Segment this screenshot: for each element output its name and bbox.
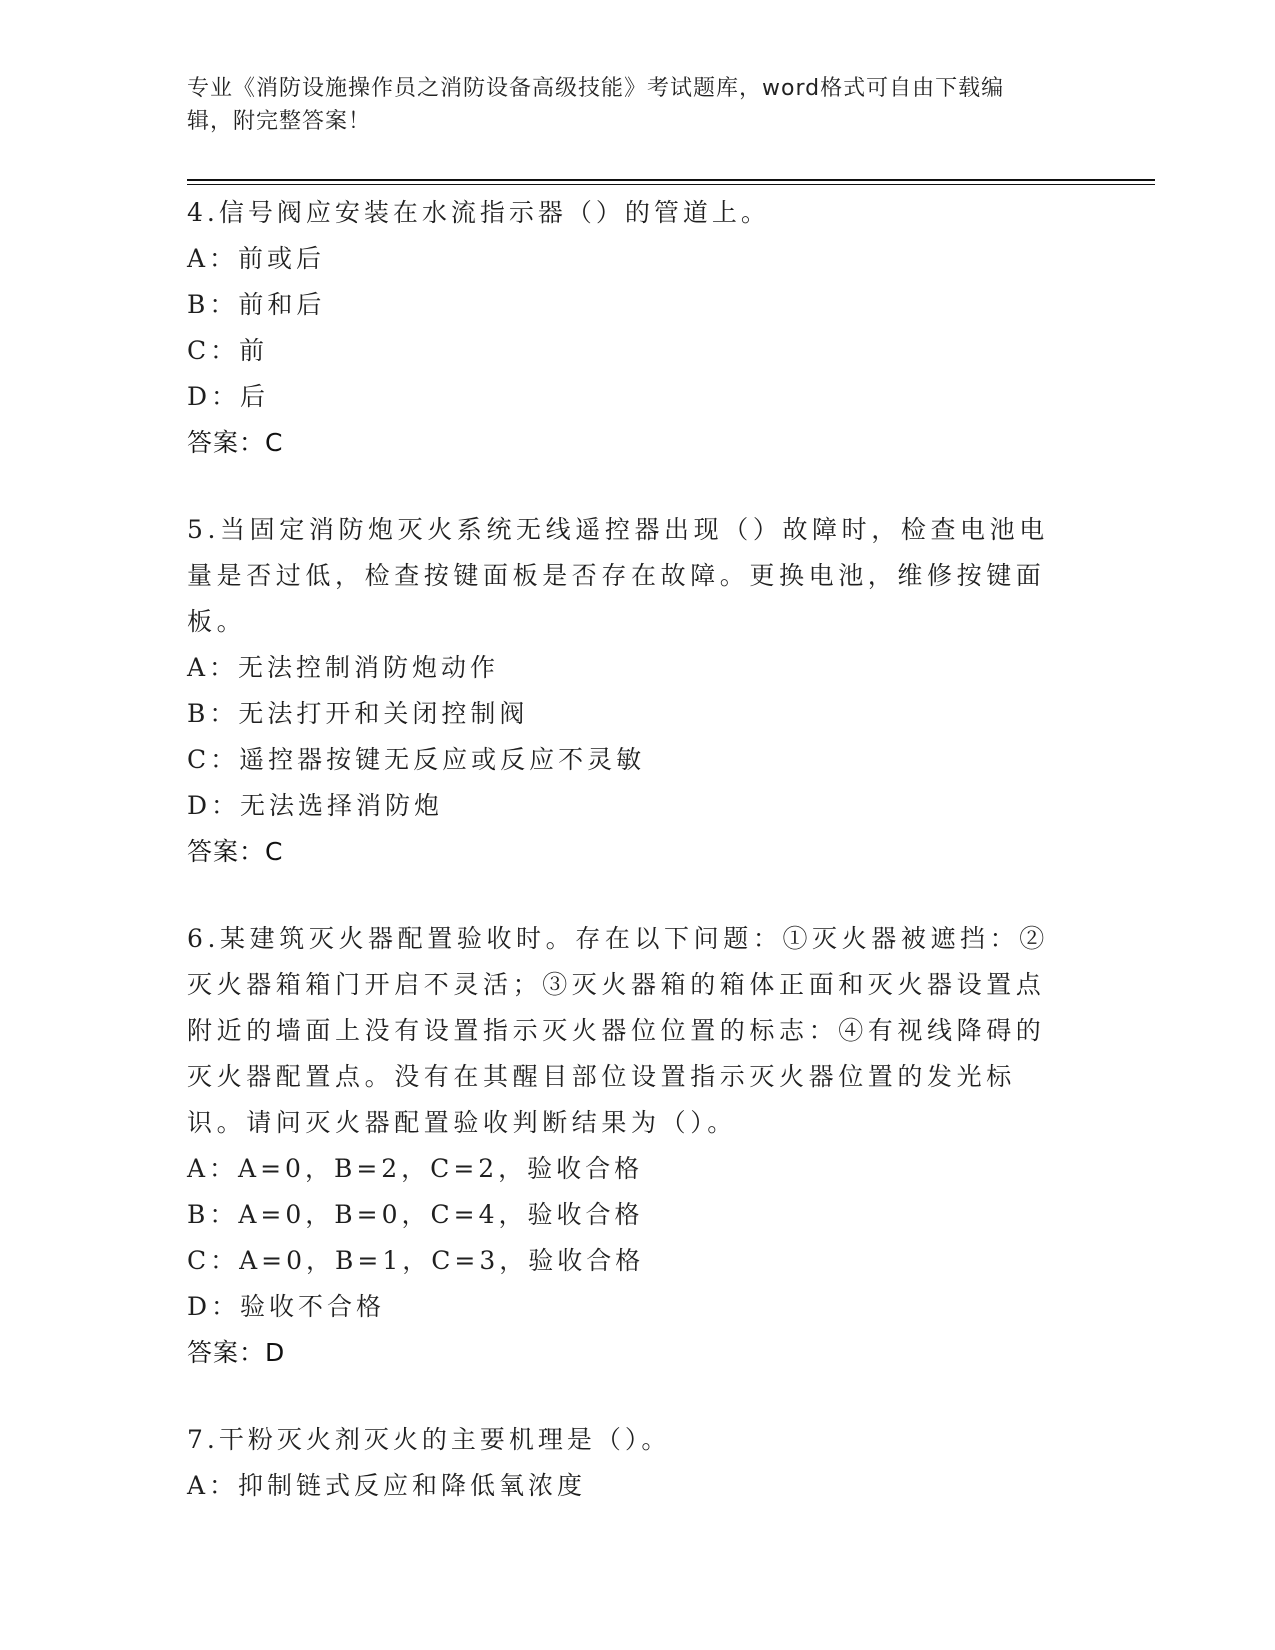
option-d: D：后: [187, 382, 270, 411]
option-c: C：遥控器按键无反应或反应不灵敏: [187, 745, 646, 774]
answer-label: 答案：C: [187, 837, 284, 866]
option-b: B：无法打开和关闭控制阀: [187, 699, 529, 728]
option-d: D：无法选择消防炮: [187, 791, 444, 820]
option-a: A：A=0，B=2，C=2，验收合格: [187, 1154, 644, 1183]
answer-label: 答案：C: [187, 428, 284, 457]
header-line-1: 专业《消防设施操作员之消防设备高级技能》考试题库，word格式可自由下载编: [187, 76, 1005, 101]
question-stem: 4.信号阀应安装在水流指示器（）的管道上。: [187, 198, 770, 227]
option-d: D：验收不合格: [187, 1292, 386, 1321]
question-6: [187, 916, 1067, 1376]
header-line-2: 辑，附完整答案！: [187, 109, 372, 134]
header-divider-thin: [187, 184, 1155, 185]
question-5: [187, 507, 1067, 875]
option-b: B：A=0，B=0，C=4，验收合格: [187, 1200, 644, 1229]
question-list: [187, 190, 1067, 1509]
document-header: [187, 72, 1067, 138]
question-stem: 7.干粉灭火剂灭火的主要机理是（）。: [187, 1425, 671, 1454]
option-c: C：前: [187, 336, 269, 365]
option-c: C：A=0，B=1，C=3，验收合格: [187, 1246, 645, 1275]
question-7: [187, 1417, 1067, 1509]
question-4: [187, 190, 1067, 466]
question-stem: 6.某建筑灭火器配置验收时。存在以下问题：①灭火器被遮挡：②灭火器箱箱门开启不灵活；③灭火器箱的箱体正面和灭火器设置点附近的墙面上没有设置指示灭火器位位置的标志：④有视线降碍的灭火器配置点。没有在其醒目部位设置指示灭火器位置的发光标识。请问灭火器配置验收判断结果为（）。: [187, 924, 1049, 1137]
option-a: A：前或后: [187, 244, 326, 273]
option-a: A：无法控制消防炮动作: [187, 653, 500, 682]
question-stem: 5.当固定消防炮灭火系统无线遥控器出现（）故障时，检查电池电量是否过低，检查按键面板是否存在故障。更换电池，维修按键面板。: [187, 515, 1049, 636]
header-divider-thick: [187, 179, 1155, 181]
option-b: B：前和后: [187, 290, 326, 319]
answer-label: 答案：D: [187, 1338, 286, 1367]
option-a: A：抑制链式反应和降低氧浓度: [187, 1471, 587, 1500]
